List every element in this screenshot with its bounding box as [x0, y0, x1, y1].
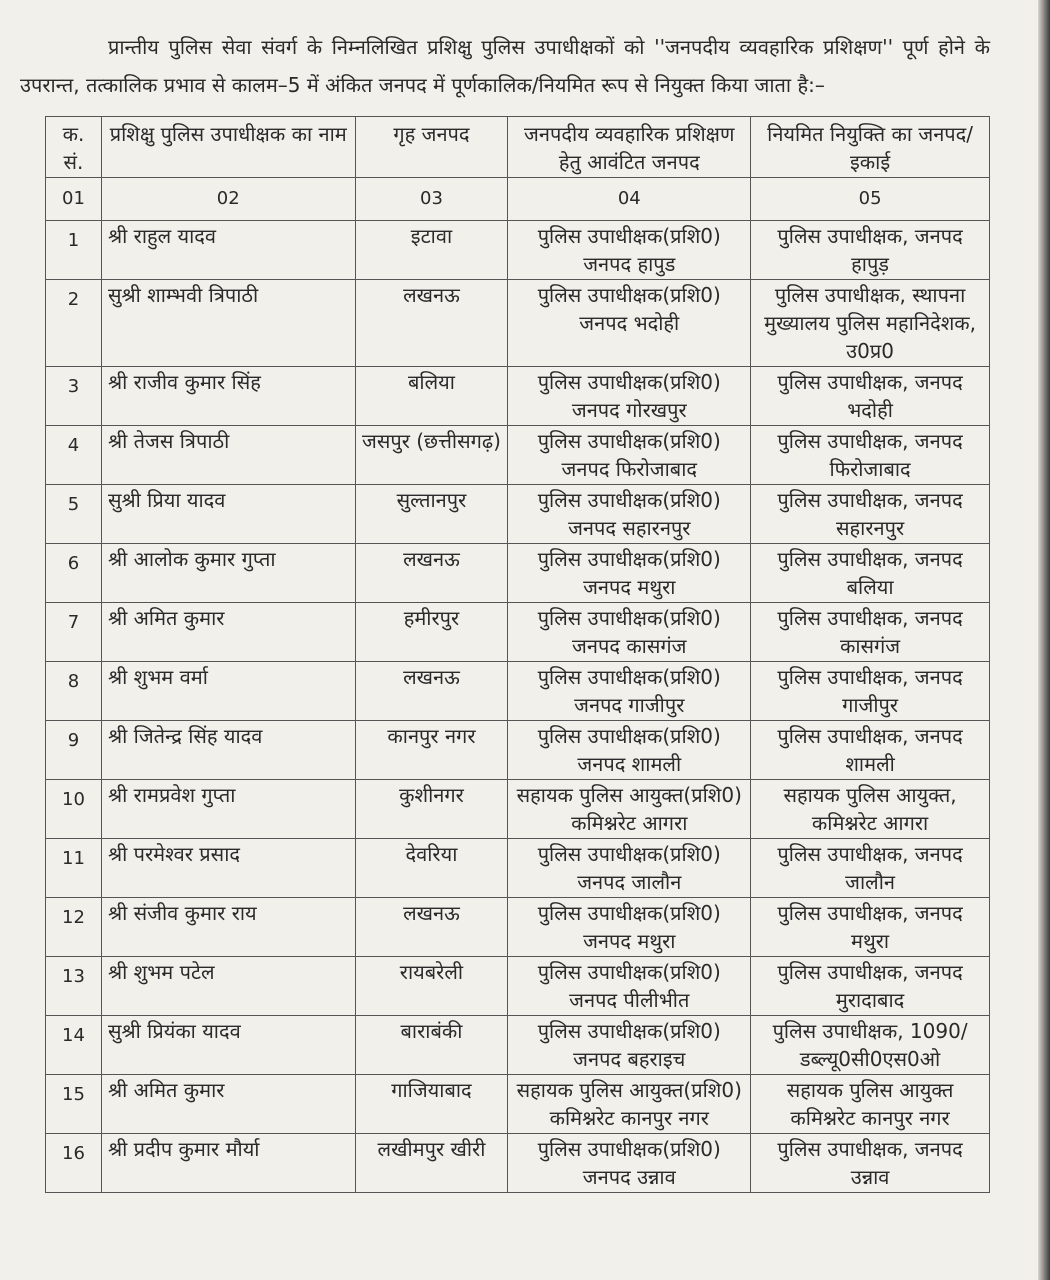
regular-posting: पुलिस उपाधीक्षक, जनपद फिरोजाबाद	[751, 426, 990, 485]
column-number: 05	[751, 178, 990, 221]
training-district: पुलिस उपाधीक्षक(प्रशि0) जनपद गोरखपुर	[508, 367, 751, 426]
serial-number: 8	[46, 662, 102, 721]
column-number-row	[46, 178, 990, 221]
officer-name: श्री राहुल यादव	[101, 221, 355, 280]
column-number: 04	[508, 178, 751, 221]
regular-posting: पुलिस उपाधीक्षक, जनपद सहारनपुर	[751, 485, 990, 544]
regular-posting: पुलिस उपाधीक्षक, जनपद मथुरा	[751, 898, 990, 957]
officer-name: श्री संजीव कुमार राय	[101, 898, 355, 957]
table-row	[46, 221, 990, 280]
officer-name: श्री अमित कुमार	[101, 603, 355, 662]
serial-number: 16	[46, 1134, 102, 1193]
table-row	[46, 1134, 990, 1193]
header-row	[46, 117, 990, 178]
table-row	[46, 839, 990, 898]
posting-table	[45, 116, 990, 1193]
home-district: कानपुर नगर	[355, 721, 508, 780]
officer-name: श्री राजीव कुमार सिंह	[101, 367, 355, 426]
officer-name: सुश्री शाम्भवी त्रिपाठी	[101, 280, 355, 367]
home-district: गाजियाबाद	[355, 1075, 508, 1134]
header-home-district: गृह जनपद	[355, 117, 508, 178]
regular-posting: पुलिस उपाधीक्षक, जनपद गाजीपुर	[751, 662, 990, 721]
training-district: पुलिस उपाधीक्षक(प्रशि0) जनपद सहारनपुर	[508, 485, 751, 544]
column-number: 03	[355, 178, 508, 221]
column-number: 01	[46, 178, 102, 221]
table-row	[46, 662, 990, 721]
home-district: बाराबंकी	[355, 1016, 508, 1075]
serial-number: 13	[46, 957, 102, 1016]
home-district: कुशीनगर	[355, 780, 508, 839]
table-row	[46, 721, 990, 780]
serial-number: 11	[46, 839, 102, 898]
table-row	[46, 367, 990, 426]
table-row	[46, 426, 990, 485]
home-district: बलिया	[355, 367, 508, 426]
page-edge-shadow	[1038, 0, 1050, 1280]
training-district: सहायक पुलिस आयुक्त(प्रशि0) कमिश्नरेट आगरा	[508, 780, 751, 839]
training-district: पुलिस उपाधीक्षक(प्रशि0) जनपद गाजीपुर	[508, 662, 751, 721]
serial-number: 3	[46, 367, 102, 426]
table-row	[46, 603, 990, 662]
officer-name: श्री प्रदीप कुमार मौर्या	[101, 1134, 355, 1193]
regular-posting: पुलिस उपाधीक्षक, जनपद मुरादाबाद	[751, 957, 990, 1016]
table-row	[46, 1016, 990, 1075]
training-district: पुलिस उपाधीक्षक(प्रशि0) जनपद मथुरा	[508, 544, 751, 603]
home-district: लखनऊ	[355, 280, 508, 367]
regular-posting: पुलिस उपाधीक्षक, 1090/डब्ल्यू0सी0एस0ओ	[751, 1016, 990, 1075]
home-district: देवरिया	[355, 839, 508, 898]
table-row	[46, 1075, 990, 1134]
header-training-district: जनपदीय व्यवहारिक प्रशिक्षण हेतु आवंटित जनपद	[508, 117, 751, 178]
officer-name: श्री आलोक कुमार गुप्ता	[101, 544, 355, 603]
training-district: पुलिस उपाधीक्षक(प्रशि0) जनपद हापुड	[508, 221, 751, 280]
officer-name: श्री तेजस त्रिपाठी	[101, 426, 355, 485]
regular-posting: पुलिस उपाधीक्षक, स्थापना मुख्यालय पुलिस महानिदेशक, उ0प्र0	[751, 280, 990, 367]
officer-name: श्री शुभम वर्मा	[101, 662, 355, 721]
home-district: रायबरेली	[355, 957, 508, 1016]
serial-number: 4	[46, 426, 102, 485]
training-district: पुलिस उपाधीक्षक(प्रशि0) जनपद मथुरा	[508, 898, 751, 957]
regular-posting: पुलिस उपाधीक्षक, जनपद कासगंज	[751, 603, 990, 662]
officer-name: श्री परमेश्वर प्रसाद	[101, 839, 355, 898]
regular-posting: पुलिस उपाधीक्षक, जनपद जालौन	[751, 839, 990, 898]
home-district: लखनऊ	[355, 898, 508, 957]
home-district: जसपुर (छत्तीसगढ़)	[355, 426, 508, 485]
regular-posting: पुलिस उपाधीक्षक, जनपद बलिया	[751, 544, 990, 603]
serial-number: 12	[46, 898, 102, 957]
regular-posting: पुलिस उपाधीक्षक, जनपद उन्नाव	[751, 1134, 990, 1193]
home-district: इटावा	[355, 221, 508, 280]
header-regular-posting: नियमित नियुक्ति का जनपद/इकाई	[751, 117, 990, 178]
serial-number: 9	[46, 721, 102, 780]
serial-number: 6	[46, 544, 102, 603]
header-serial: क. सं.	[46, 117, 102, 178]
officer-name: श्री अमित कुमार	[101, 1075, 355, 1134]
serial-number: 2	[46, 280, 102, 367]
serial-number: 15	[46, 1075, 102, 1134]
regular-posting: पुलिस उपाधीक्षक, जनपद भदोही	[751, 367, 990, 426]
home-district: लखनऊ	[355, 544, 508, 603]
officer-name: सुश्री प्रियंका यादव	[101, 1016, 355, 1075]
column-number: 02	[101, 178, 355, 221]
officer-name: श्री जितेन्द्र सिंह यादव	[101, 721, 355, 780]
table-row	[46, 898, 990, 957]
regular-posting: सहायक पुलिस आयुक्त कमिश्नरेट कानपुर नगर	[751, 1075, 990, 1134]
regular-posting: पुलिस उपाधीक्षक, जनपद हापुड़	[751, 221, 990, 280]
serial-number: 5	[46, 485, 102, 544]
regular-posting: सहायक पुलिस आयुक्त, कमिश्नरेट आगरा	[751, 780, 990, 839]
serial-number: 14	[46, 1016, 102, 1075]
training-district: पुलिस उपाधीक्षक(प्रशि0) जनपद फिरोजाबाद	[508, 426, 751, 485]
training-district: पुलिस उपाधीक्षक(प्रशि0) जनपद कासगंज	[508, 603, 751, 662]
home-district: लखनऊ	[355, 662, 508, 721]
regular-posting: पुलिस उपाधीक्षक, जनपद शामली	[751, 721, 990, 780]
training-district: सहायक पुलिस आयुक्त(प्रशि0) कमिश्नरेट कानपुर नगर	[508, 1075, 751, 1134]
home-district: लखीमपुर खीरी	[355, 1134, 508, 1193]
table-row	[46, 780, 990, 839]
training-district: पुलिस उपाधीक्षक(प्रशि0) जनपद भदोही	[508, 280, 751, 367]
training-district: पुलिस उपाधीक्षक(प्रशि0) जनपद उन्नाव	[508, 1134, 751, 1193]
home-district: हमीरपुर	[355, 603, 508, 662]
officer-name: श्री शुभम पटेल	[101, 957, 355, 1016]
table-row	[46, 957, 990, 1016]
table-row	[46, 280, 990, 367]
serial-number: 1	[46, 221, 102, 280]
header-name: प्रशिक्षु पुलिस उपाधीक्षक का नाम	[101, 117, 355, 178]
serial-number: 10	[46, 780, 102, 839]
home-district: सुल्तानपुर	[355, 485, 508, 544]
table-row	[46, 544, 990, 603]
table-row	[46, 485, 990, 544]
intro-paragraph: प्रान्तीय पुलिस सेवा संवर्ग के निम्नलिखित प्रशिक्षु पुलिस उपाधीक्षकों को ''जनपदीय व्यवहारिक प्रशिक्षण'' पूर्ण होने के उपरान्त, तत्कालिक प्रभाव से कालम–5 में अंकित जनपद में पूर्णकालिक/नियमित रूप से नियुक्त किया जाता है:–	[20, 35, 990, 97]
training-district: पुलिस उपाधीक्षक(प्रशि0) जनपद शामली	[508, 721, 751, 780]
training-district: पुलिस उपाधीक्षक(प्रशि0) जनपद पीलीभीत	[508, 957, 751, 1016]
serial-number: 7	[46, 603, 102, 662]
officer-name: श्री रामप्रवेश गुप्ता	[101, 780, 355, 839]
training-district: पुलिस उपाधीक्षक(प्रशि0) जनपद बहराइच	[508, 1016, 751, 1075]
officer-name: सुश्री प्रिया यादव	[101, 485, 355, 544]
training-district: पुलिस उपाधीक्षक(प्रशि0) जनपद जालौन	[508, 839, 751, 898]
